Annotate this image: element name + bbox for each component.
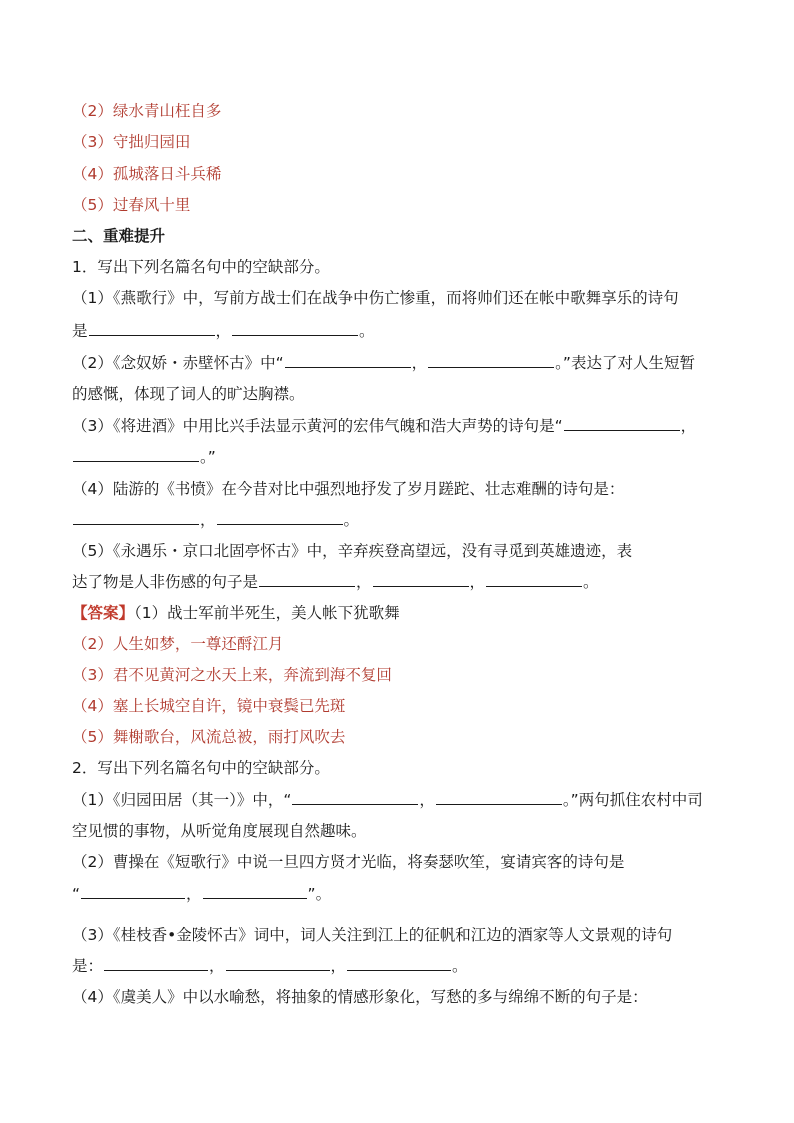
q1-item3-suffix: 。”: [200, 448, 216, 466]
q1-title: 1．写出下列名篇名句中的空缺部分。: [72, 258, 330, 276]
q1-item1-line2: [72, 321, 375, 341]
q1-item2-line2: 的感慨，体现了词人的旷达胸襟。: [72, 385, 305, 403]
comma: ，: [186, 885, 202, 903]
section-title: 二、重难提升: [72, 227, 166, 245]
q2-item3-line1: （3）《桂枝香•金陵怀古》词中，词人关注到江上的征帆和江边的酒家等人文景观的诗句: [72, 926, 673, 944]
q1-answer-1: [72, 603, 400, 623]
fill-blank[interactable]: [486, 572, 582, 587]
fill-blank[interactable]: [564, 416, 680, 431]
q2-item2-open-quote: “: [72, 885, 81, 903]
fill-blank[interactable]: [73, 510, 199, 525]
q2-title: 2．写出下列名篇名句中的空缺部分。: [72, 759, 330, 777]
q2-item1-line1: [72, 790, 703, 810]
q1-item3-prefix: （3）《将进酒》中用比兴手法显示黄河的宏伟气魄和浩大声势的诗句是“: [72, 417, 563, 435]
period: 。: [452, 957, 468, 975]
comma: ，: [215, 322, 232, 340]
q1-item5-prefix: 达了物是人非伤感的句子是: [72, 573, 259, 591]
q2-item3-line2: [72, 956, 468, 976]
fill-blank[interactable]: [89, 321, 215, 336]
fill-blank[interactable]: [226, 956, 330, 971]
q2-item1-suffix: 。”两句抓住农村中司: [562, 791, 703, 809]
fill-blank[interactable]: [232, 321, 358, 336]
fill-blank[interactable]: [104, 956, 208, 971]
comma: ，: [200, 511, 216, 529]
fill-blank[interactable]: [285, 353, 411, 368]
prev-answer-2: （2）绿水青山枉自多: [72, 102, 222, 120]
q1-answer-3: （3）君不见黄河之水天上来，奔流到海不复回: [72, 666, 392, 684]
q1-item4-line2: [72, 510, 359, 530]
q1-item2-suffix: 。”表达了对人生短暂: [555, 354, 695, 372]
fill-blank[interactable]: [81, 884, 185, 899]
q1-item2-line1: [72, 353, 695, 373]
answer-text: （1）战士军前半死生，美人帐下犹歌舞: [134, 604, 400, 622]
q1-item4-line1: （4）陆游的《书愤》在今昔对比中强烈地抒发了岁月蹉跎、壮志难酬的诗句是：: [72, 480, 625, 498]
prev-answer-4: （4）孤城落日斗兵稀: [72, 165, 222, 183]
comma: ，: [356, 573, 372, 591]
period: 。: [343, 511, 360, 529]
fill-blank[interactable]: [428, 353, 554, 368]
fill-blank[interactable]: [217, 510, 343, 525]
q1-answer-5: （5）舞榭歌台，风流总被，雨打风吹去: [72, 728, 346, 746]
comma: ，: [419, 791, 435, 809]
q1-answer-2: （2）人生如梦，一尊还酹江月: [72, 635, 284, 653]
q1-item5-line2: [72, 572, 599, 592]
q2-item4-line1: （4）《虞美人》中以水喻愁，将抽象的情感形象化，写愁的多与绵绵不断的句子是：: [72, 988, 648, 1006]
period: 。: [583, 573, 599, 591]
q1-item1-line1: （1）《燕歌行》中，写前方战士们在战争中伤亡惨重，而将帅们还在帐中歌舞享乐的诗句: [72, 289, 679, 307]
prev-answer-3: （3）守拙归园田: [72, 133, 191, 151]
prev-answer-5: （5）过春风十里: [72, 196, 191, 214]
comma: ，: [469, 573, 486, 591]
fill-blank[interactable]: [203, 884, 307, 899]
answer-label: 【答案】: [72, 604, 135, 622]
q1-item2-prefix: （2）《念奴娇・赤壁怀古》中“: [72, 354, 284, 372]
q1-item3-line2: [72, 447, 216, 467]
fill-blank[interactable]: [436, 790, 562, 805]
q2-item1-line2: 空见惯的事物，从听觉角度展现自然趣味。: [72, 822, 367, 840]
comma: ，: [680, 417, 697, 435]
q2-item2-line2: [72, 884, 331, 904]
fill-blank[interactable]: [373, 572, 469, 587]
fill-blank[interactable]: [347, 956, 451, 971]
q1-item5-line1: （5）《永遇乐・京口北固亭怀古》中，辛弃疾登高望远，没有寻觅到英雄遗迹，表: [72, 542, 633, 560]
comma: ，: [209, 957, 225, 975]
fill-blank[interactable]: [259, 572, 355, 587]
comma: ，: [330, 957, 347, 975]
q2-item2-close-quote: ”。: [307, 885, 332, 903]
comma: ，: [411, 354, 428, 372]
fill-blank[interactable]: [73, 447, 199, 462]
fill-blank[interactable]: [292, 790, 418, 805]
period: 。: [359, 322, 375, 340]
q1-item3-line1: [72, 416, 696, 436]
q2-item3-prefix: 是：: [72, 957, 104, 975]
q1-answer-4: （4）塞上长城空自许，镜中衰鬓已先斑: [72, 697, 346, 715]
q1-item1-prefix: 是: [72, 322, 88, 340]
q2-item2-line1: （2）曹操在《短歌行》中说一旦四方贤才光临，将奏瑟吹笙，宴请宾客的诗句是: [72, 853, 625, 871]
q2-item1-prefix: （1）《归园田居（其一）》中，“: [72, 791, 292, 809]
